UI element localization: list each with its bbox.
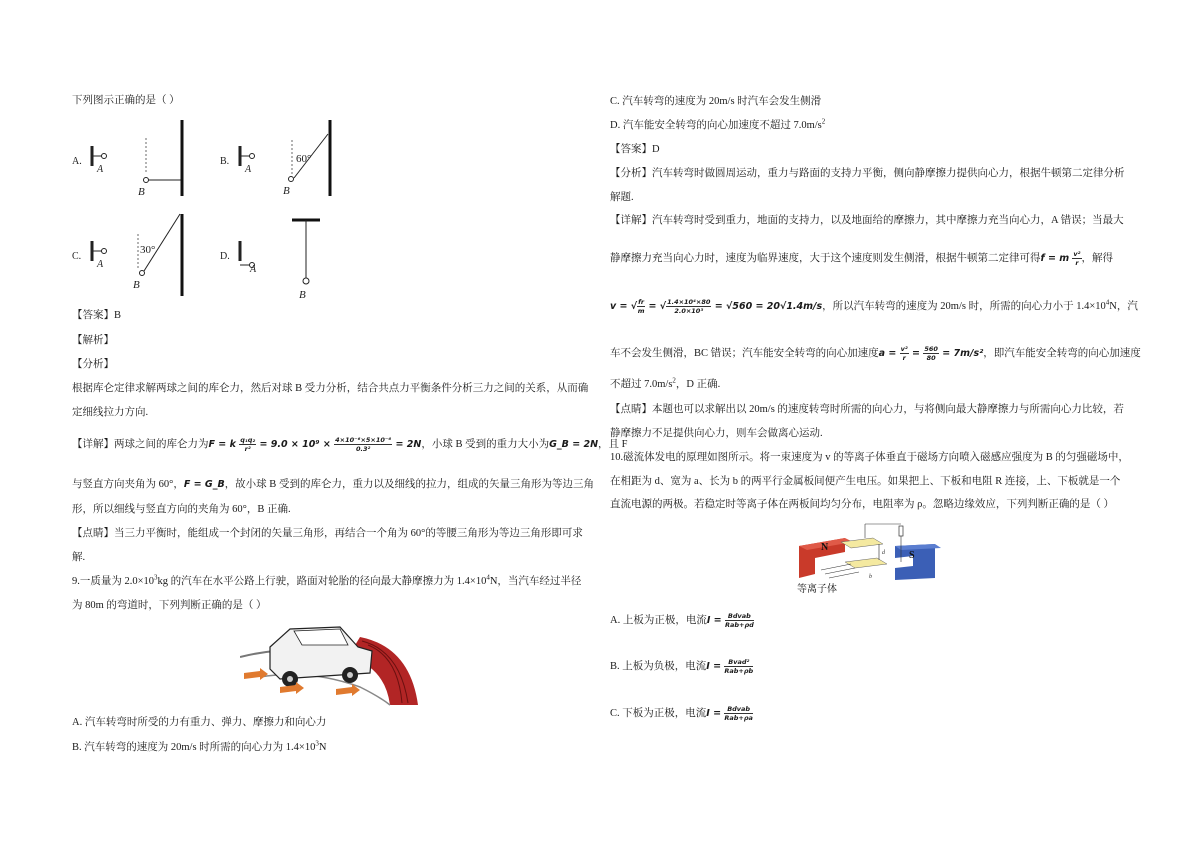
- mhd-generator-diagram: [795, 522, 945, 602]
- detail-mid: ，小球 B 受到的重力大小为: [421, 439, 550, 450]
- q10-line-1: 10.磁流体发电的原理如图所示。将一束速度为 v 的等离子体垂直于磁场方向喷入磁感应强度为 B 的匀强磁场中，: [610, 452, 1129, 463]
- magnet-s-label: S: [909, 550, 915, 561]
- analysis-text-1: 根据库仑定律求解两球之间的库仑力，然后对球 B 受力分析，结合共点力平衡条件分析三力之间的关系，从而确: [72, 383, 589, 394]
- option-c-label: C.: [72, 251, 82, 262]
- velocity-formula: v = √ $\frac{fr}{m}$ = √ $\frac{\text{1.4×10⁴×80}}{\text{2.0×10³}}$ = √560 = 20√1.4m/s: [610, 298, 823, 315]
- q10-line-3: 直流电源的两极。若稳定时等离子体在两板间均匀分布，电阻率为 ρ。忽略边缘效应，下列判断正确的是（ ）: [610, 499, 1114, 510]
- dianjing-line-1: 【点睛】当三力平衡时，能组成一个封闭的矢量三角形，再结合一个角为 60°的等腰三角形为等边三角形即可求: [72, 528, 583, 539]
- acceleration-formula: a = $\frac{\text{v²}}{r}$ = $\frac{560}{80}$ = 7m/s²: [878, 345, 984, 362]
- gravity-formula: G_B = 2N: [549, 439, 599, 450]
- answer-label: 【答案】D: [610, 144, 660, 155]
- q9-option-d: D. 汽车能安全转弯的向心加速度不超过 $7.0m/s^2$: [610, 117, 826, 131]
- analysis-line-1: 【分析】汽车转弯时做圆周运动，重力与路面的支持力平衡，侧向静摩擦力提供向心力，根据牛顿第二定律分析: [610, 168, 1125, 179]
- q9-line-2: 为 80m 的弯道时，下列判断正确的是（ ）: [72, 600, 267, 611]
- answer-label: 【答案】B: [72, 310, 122, 321]
- friction-formula: f = m $\frac{\text{v²}}{r}$: [1040, 250, 1081, 267]
- dianjing-line-1: 【点睛】本题也可以求解出以 20m/s 的速度转弯时所需的向心力，与将侧向最大静摩擦力与所需向心力比较，若: [610, 404, 1124, 415]
- right-column: [600, 0, 1200, 849]
- q10-option-c: C. 下板为正极，电流I = $\frac{\text{Bdvab}}{\text{Rab+ρa}}$: [610, 705, 753, 722]
- force-equality-formula: F = G_B: [183, 479, 225, 490]
- option-d-label: D.: [220, 251, 230, 262]
- svg-text:A: A: [97, 259, 104, 270]
- dianjing-line-2: 解.: [72, 552, 86, 563]
- car-turning-image: [240, 617, 420, 707]
- question-intro: 下列图示正确的是（ ）: [72, 95, 180, 106]
- svg-text:b: b: [869, 574, 872, 580]
- q9-option-c: C. 汽车转弯的速度为 20m/s 时汽车会发生侧滑: [610, 96, 822, 107]
- option-b-label: B.: [220, 156, 230, 167]
- detail-prefix: 【详解】两球之间的库仑力为: [72, 439, 209, 450]
- analysis-line-2: 解题.: [610, 192, 634, 203]
- option-a-label: A.: [72, 156, 82, 167]
- svg-text:d: d: [882, 550, 885, 556]
- analysis-text-2: 定细线拉力方向.: [72, 407, 149, 418]
- detail-line-1: [72, 436, 628, 453]
- detail-line-2: 静摩擦力充当向心力时，速度为临界速度，大于这个速度则发生侧滑，根据牛顿第二定律可得f = m $\frac{\text{v²}}{r}$ ，解得: [610, 250, 1114, 267]
- q10-line-2: 在相距为 d、宽为 a、长为 b 的两平行金属板间便产生电压。如果把上、下板和电阻 R 连接，上、下板就是一个: [610, 476, 1121, 487]
- plasma-label: 等离子体: [797, 584, 837, 595]
- detail-post: ，且 F: [598, 439, 628, 450]
- detail-line-3: 形，所以细线与竖直方向的夹角为 60°，B 正确.: [72, 504, 291, 515]
- detail-line-3: v = √ $\frac{fr}{m}$ = √ $\frac{\text{1.4×10⁴×80}}{\text{2.0×10³}}$ = √560 = 20√1.4m/s，所以汽车转弯的速度为 20m/s 时，所需的向心力小于 $1.4\times 10^4N$，汽: [610, 298, 1138, 315]
- svg-text:A: A: [97, 164, 104, 175]
- figure-options: [70, 116, 400, 306]
- q9-option-a: A. 汽车转弯时所受的力有重力、弹力、摩擦力和向心力: [72, 717, 327, 728]
- q9-option-b: B. 汽车转弯的速度为 20m/s 时所需的向心力为 $1.4\times 10^3N$: [72, 739, 327, 753]
- q9-line-1: 9.一质量为 $2.0\times 10^3kg$ 的汽车在水平公路上行驶，路面对轮胎的径向最大静摩擦力为 $1.4\times 10^4N$，当汽车经过半径: [72, 573, 582, 587]
- magnet-n-label: N: [821, 542, 829, 553]
- dianjing-line-2: 静摩擦力不足提供向心力，则车会做离心运动.: [610, 428, 823, 439]
- svg-text:B: B: [133, 279, 140, 291]
- detail-line-2: 与竖直方向夹角为 60°，F = G_B，故小球 B 受到的库仑力，重力以及细线的拉力，组成的矢量三角形为等边三角: [72, 479, 594, 490]
- coulomb-formula: F = k $\frac{\text{q₁q₂}}{\text{r²}}$ = 9.0 × 10⁹ × $\frac{\text{4×10⁻⁶×5×10⁻⁶}}{\text{0.3²}}$ = 2N: [208, 436, 422, 453]
- svg-text:A: A: [250, 264, 257, 275]
- svg-text:B: B: [138, 186, 145, 198]
- q10-option-b: B. 上板为负极，电流I = $\frac{\text{Bvad²}}{\text{Rab+ρb}}$: [610, 658, 754, 675]
- svg-text:B: B: [299, 289, 306, 301]
- detail-line-1: 【详解】汽车转弯时受到重力，地面的支持力，以及地面给的摩擦力，其中摩擦力充当向心力，A 错误；当最大: [610, 215, 1124, 226]
- jiexi-label: 【解析】: [72, 335, 114, 346]
- svg-text:60°: 60°: [296, 153, 312, 165]
- svg-text:B: B: [283, 185, 290, 197]
- svg-text:30°: 30°: [140, 244, 156, 256]
- svg-text:A: A: [245, 164, 252, 175]
- fenxi-label: 【分析】: [72, 359, 114, 370]
- q10-option-a: A. 上板为正极，电流I = $\frac{\text{Bdvab}}{\text{Rab+ρd}}$: [610, 612, 754, 629]
- detail-line-4: 车不会发生侧滑，BC 错误；汽车能安全转弯的向心加速度a = $\frac{\text{v²}}{r}$ = $\frac{560}{80}$ = 7m/s²，即汽车能安全转弯的向心加速度: [610, 345, 1141, 362]
- detail-line-5: 不超过 $7.0m/s^2$，D 正确.: [610, 376, 721, 390]
